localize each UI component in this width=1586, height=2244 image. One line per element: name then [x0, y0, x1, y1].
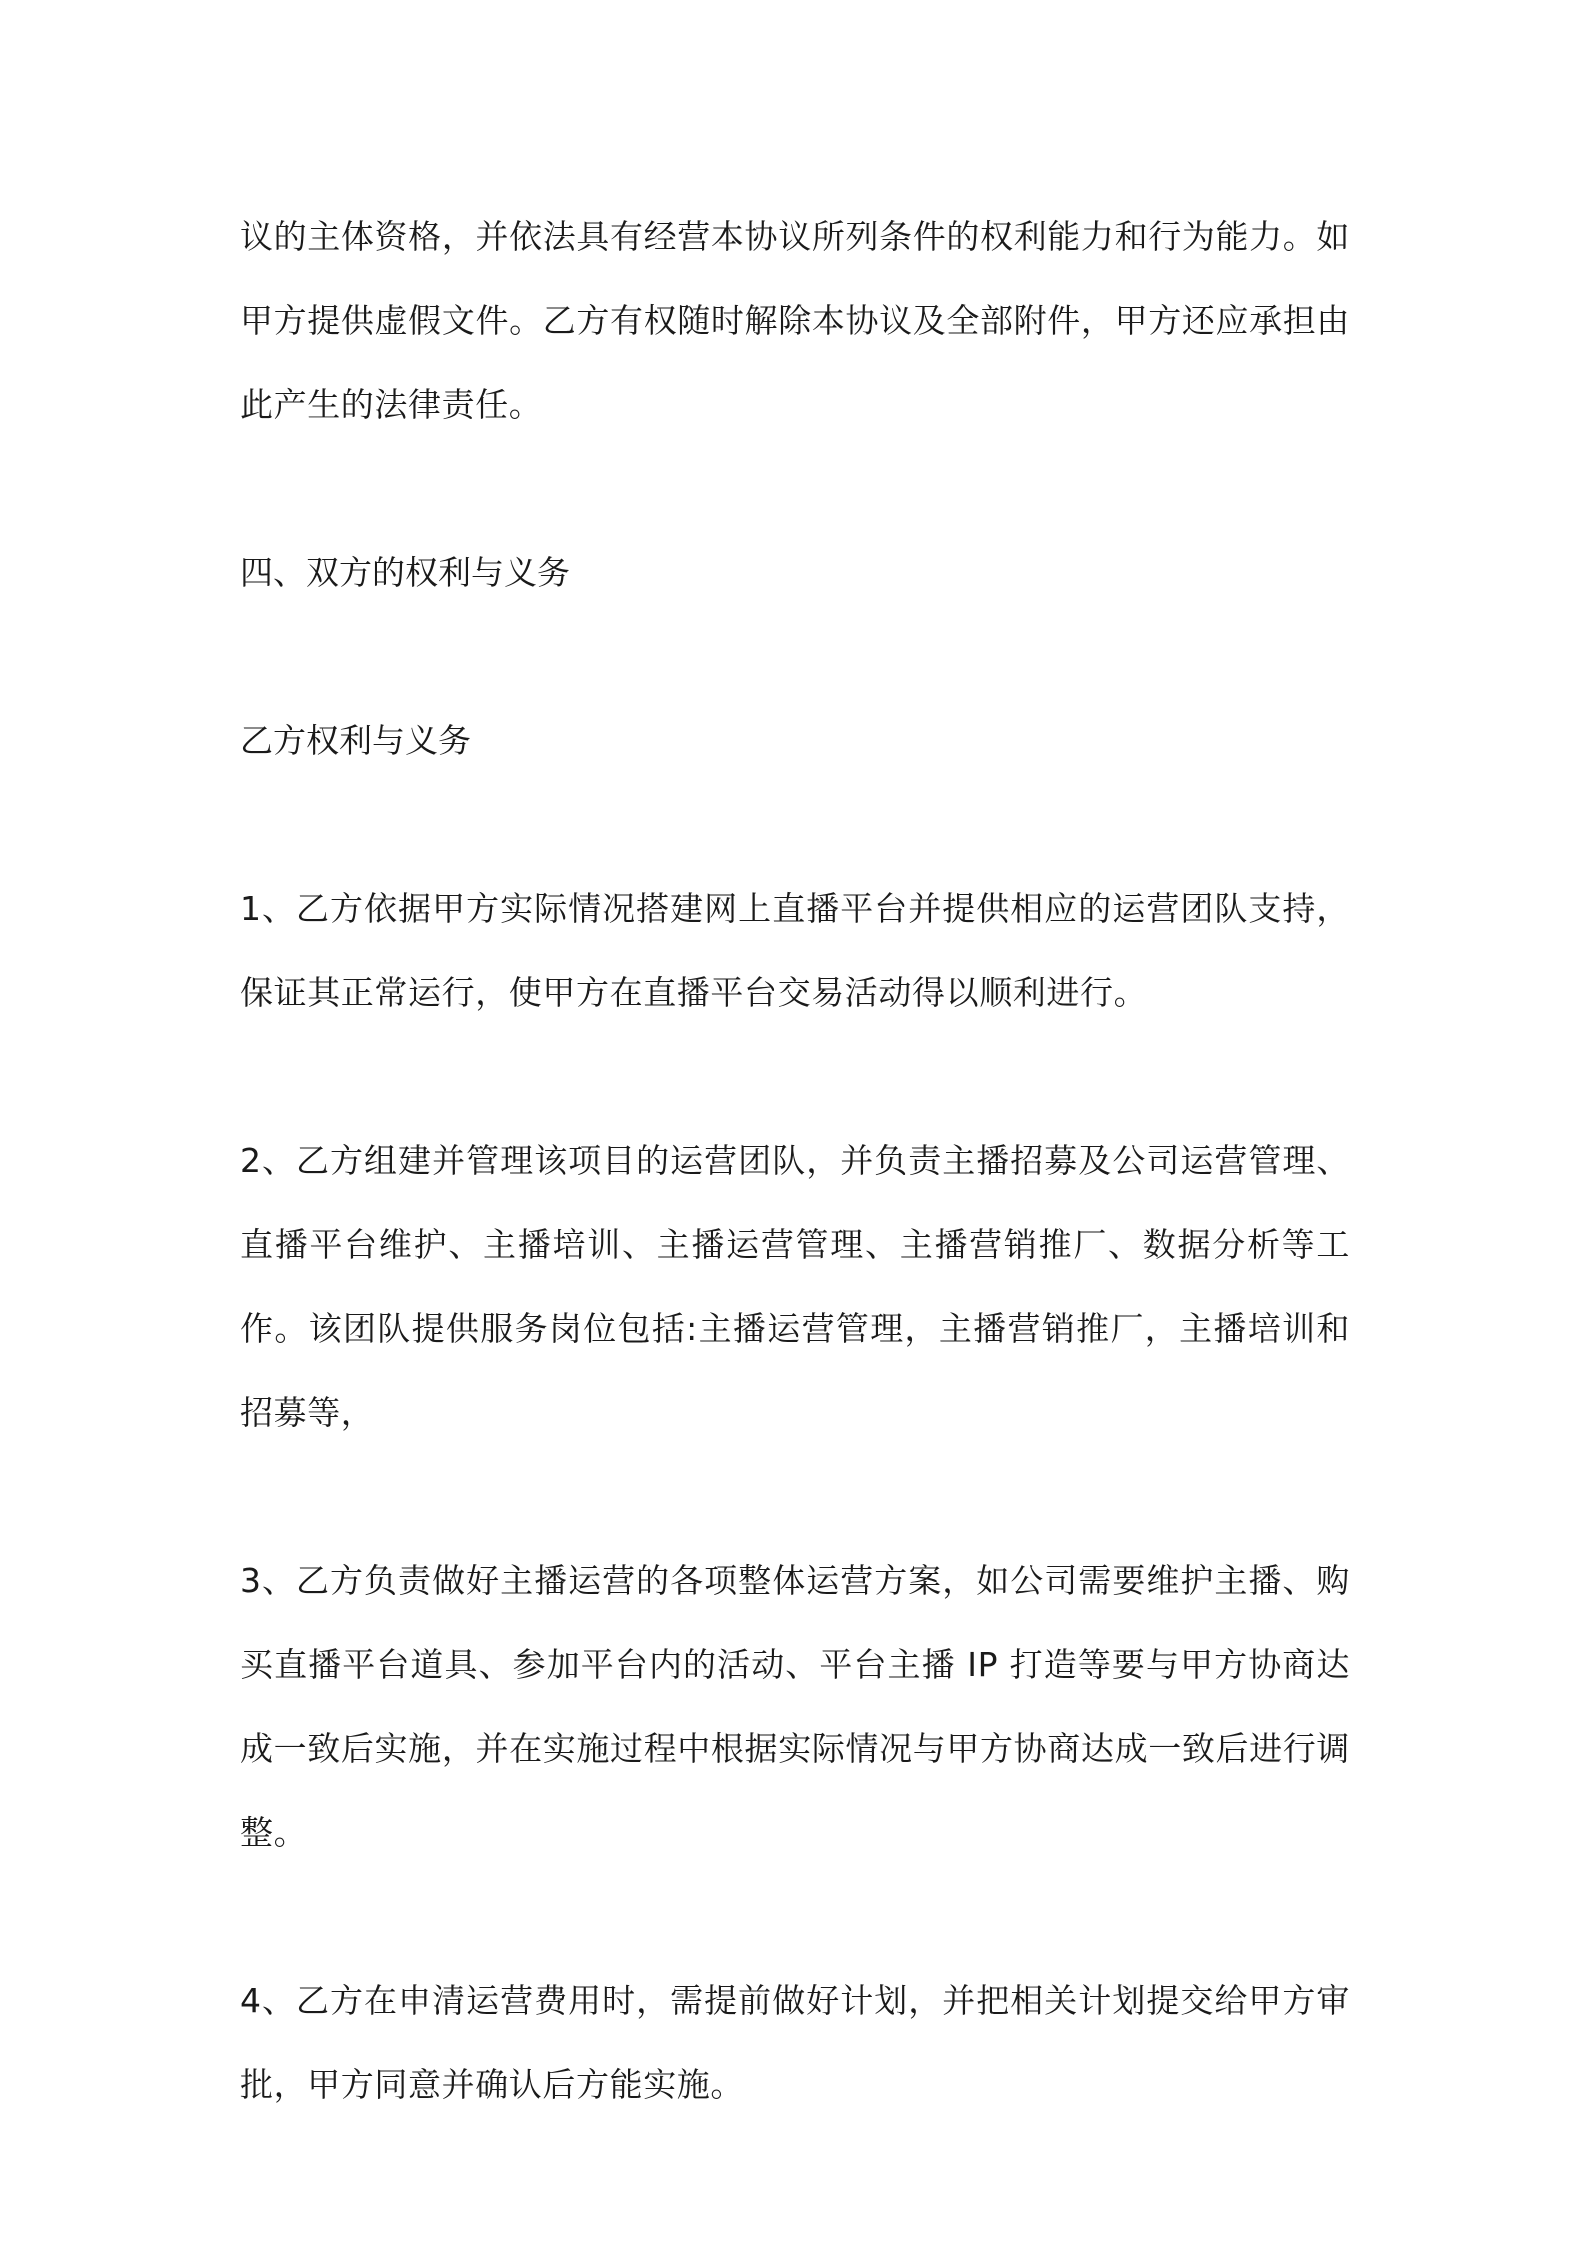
paragraph-spacer [240, 615, 1350, 699]
clause-item-4: 4、乙方在申清运营费用时，需提前做好计划，并把相关计划提交给甲方审批，甲方同意并确认后方能实施。 [240, 1981, 1350, 2104]
paragraph-spacer [240, 783, 1350, 867]
clause-item-1: 1、乙方依据甲方实际情况搭建网上直播平台并提供相应的运营团队支持，保证其正常运行，使甲方在直播平台交易活动得以顺利进行。 [240, 889, 1350, 1012]
intro-paragraph: 议的主体资格，并依法具有经营本协议所列条件的权利能力和行为能力。如甲方提供虚假文件。乙方有权随时解除本协议及全部附件，甲方还应承担由此产生的法律责任。 [240, 217, 1350, 424]
clause-item-3: 3、乙方负责做好主播运营的各项整体运营方案，如公司需要维护主播、购买直播平台道具、参加平台内的活动、平台主播 IP 打造等要与甲方协商达成一致后实施，并在实施过程中根据实际情况与甲方协商达成一致后进行调整。 [240, 1561, 1350, 1852]
subheading: 乙方权利与义务 [240, 721, 471, 760]
document-body [240, 195, 1350, 2127]
paragraph-spacer [240, 1455, 1350, 1539]
paragraph-spacer [240, 447, 1350, 531]
clause-item-2: 2、乙方组建并管理该项目的运营团队，并负责主播招募及公司运营管理、直播平台维护、主播培训、主播运营管理、主播营销推厂、数据分析等工作。该团队提供服务岗位包括:主播运营管理，主播营销推厂，主播培训和招募等， [240, 1141, 1350, 1432]
paragraph-spacer [240, 1875, 1350, 1959]
section-heading: 四、双方的权利与义务 [240, 553, 570, 592]
paragraph-spacer [240, 1035, 1350, 1119]
